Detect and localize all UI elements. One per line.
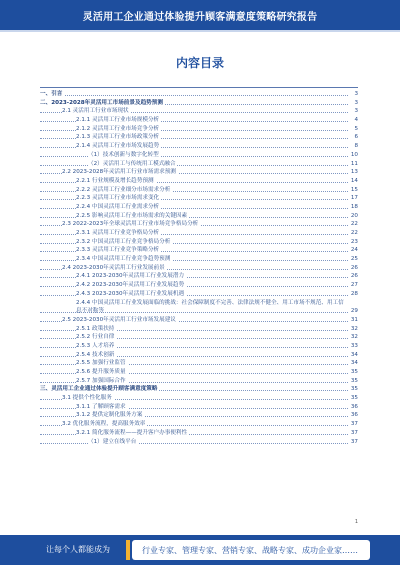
footer-accent-bar xyxy=(126,540,130,560)
toc-entry[interactable] xyxy=(40,272,358,281)
toc-entry[interactable] xyxy=(40,429,358,438)
toc-entry[interactable] xyxy=(40,168,358,177)
toc-entry-page: 6 xyxy=(348,133,358,142)
toc-entry-title: 3.1 提供个性化服务 xyxy=(62,395,112,402)
toc-entry-title: 2.2.1 行业规模及增长趋势预测 xyxy=(76,177,154,184)
toc-leader-dots xyxy=(40,95,348,96)
toc-entry-page: 20 xyxy=(348,212,358,221)
footer-badge-text: 行业专家、管理专家、营销专家、战略专家、成功企业家…… xyxy=(142,546,358,555)
toc-entry-page: 5 xyxy=(348,125,358,134)
toc-entry[interactable] xyxy=(40,385,358,394)
header-divider xyxy=(0,30,400,32)
toc-entry-title: 2.2 2023-2028年灵活用工行业市场需求预测 xyxy=(62,169,176,176)
toc-entry[interactable] xyxy=(40,299,358,316)
toc-entry-page: 35 xyxy=(348,377,358,386)
toc-entry-title: 2.1.1 灵活用工行业市场规模分析 xyxy=(76,117,160,124)
toc-entry-page: 13 xyxy=(348,168,358,177)
toc-entry-title: 三、灵活用工企业通过体验提升顾客满意度策略 xyxy=(40,386,158,393)
toc-entry[interactable] xyxy=(40,438,358,447)
toc-entry-page: 35 xyxy=(348,385,358,394)
toc-entry-page: 4 xyxy=(348,116,358,125)
toc-entry[interactable] xyxy=(40,125,358,134)
toc-entry[interactable] xyxy=(40,342,358,351)
toc-entry-page: 28 xyxy=(348,290,358,299)
toc-entry[interactable] xyxy=(40,229,358,238)
toc-entry-title: 2.4.3 2023-2030年灵活用工行业发展机遇 xyxy=(76,290,185,297)
toc-entry[interactable] xyxy=(40,255,358,264)
toc-entry-title: 2.5.2 行业自律 xyxy=(76,334,115,341)
toc-entry-title: 2.1.3 灵活用工行业市场政策分析 xyxy=(76,134,160,141)
toc-entry-title: 2.5 2023-2030年灵活用工行业市场发展建议 xyxy=(62,316,176,323)
toc-entry-page: 3 xyxy=(348,90,358,99)
toc-entry-title: 2.4 2023-2030年灵活用工行业发展前景 xyxy=(62,264,165,271)
toc-entry-title: 3.1.2 提供定制化服务方案 xyxy=(76,412,143,419)
toc-entry-title: 2.1.2 灵活用工行业市场竞争分析 xyxy=(76,125,160,132)
toc-entry-page: 22 xyxy=(348,229,358,238)
toc-entry[interactable] xyxy=(40,160,358,169)
toc-entry[interactable] xyxy=(40,220,358,229)
toc-entry-title: 2.1 灵活用工行业市场现状 xyxy=(62,108,129,115)
toc-list xyxy=(40,90,358,446)
toc-entry-title: （2）灵活用工与传统用工模式融合 xyxy=(88,160,176,167)
toc-entry-page: 3 xyxy=(348,107,358,116)
toc-entry[interactable] xyxy=(40,368,358,377)
toc-entry-page: 35 xyxy=(348,394,358,403)
toc-entry-page: 36 xyxy=(348,403,358,412)
toc-entry[interactable] xyxy=(40,420,358,429)
toc-entry-page: 23 xyxy=(348,238,358,247)
toc-entry-title: 2.3.3 灵活用工行业竞争策略分析 xyxy=(76,247,160,254)
page-number: 1 xyxy=(354,519,358,525)
toc-entry[interactable] xyxy=(40,107,358,116)
toc-entry-page: 11 xyxy=(348,160,358,169)
header-title: 灵活用工企业通过体验提升顾客满意度策略研究报告 xyxy=(82,11,318,23)
toc-entry-title: 2.2.4 中国灵活用工行业需求分析 xyxy=(76,203,160,210)
toc-entry-page: 35 xyxy=(348,368,358,377)
toc-entry-page: 37 xyxy=(348,429,358,438)
toc-entry-page: 22 xyxy=(348,220,358,229)
toc-entry-title: 2.5.4 技术创新 xyxy=(76,351,115,358)
toc-entry-title: 2.2.3 灵活用工行业市场需求变化 xyxy=(76,195,160,202)
toc-entry-title: 3.2 优化服务流程，提高服务效率 xyxy=(62,421,146,428)
toc-entry[interactable] xyxy=(40,151,358,160)
toc-entry-page: 36 xyxy=(348,411,358,420)
toc-entry-page: 34 xyxy=(348,351,358,360)
toc-entry-page: 17 xyxy=(348,194,358,203)
toc-entry[interactable] xyxy=(40,333,358,342)
toc-title-rule xyxy=(40,87,358,88)
toc-entry-title: 2.4.1 2023-2030年灵活用工行业发展潜力 xyxy=(76,273,185,280)
toc-entry[interactable] xyxy=(40,290,358,299)
toc-leader-dots xyxy=(40,165,348,166)
toc-entry-title: 2.3.4 中国灵活用工行业竞争趋势预测 xyxy=(76,256,171,263)
toc-entry[interactable] xyxy=(40,359,358,368)
toc-entry-page: 27 xyxy=(348,281,358,290)
toc-entry[interactable] xyxy=(40,203,358,212)
toc-entry-title: 2.4.2 2023-2030年灵活用工行业发展趋势 xyxy=(76,282,185,289)
footer-badge xyxy=(132,540,370,560)
toc-entry-page: 24 xyxy=(348,246,358,255)
toc-entry-page: 37 xyxy=(348,420,358,429)
toc-entry-title: 2.3 2022-2023年全球灵活用工行业市场竞争格局分析 xyxy=(62,221,199,228)
toc-entry-page: 8 xyxy=(348,142,358,151)
toc-entry-title: 2.3.2 中国灵活用工行业竞争格局分析 xyxy=(76,238,171,245)
toc-entry[interactable] xyxy=(40,116,358,125)
toc-entry-title: 3.2.1 简化服务流程——提升客户办事便利性 xyxy=(76,429,188,436)
toc-entry-title: 2.2.5 影响灵活用工行业市场需求的关键因素 xyxy=(76,212,188,219)
toc-entry-page: 29 xyxy=(348,307,358,316)
toc-entry-title: （1）建立在线平台 xyxy=(88,438,137,445)
toc-entry[interactable] xyxy=(40,316,358,325)
toc-entry-title: 二、2023-2028年灵活用工市场前景及趋势预测 xyxy=(40,99,163,106)
page-header xyxy=(0,0,400,30)
toc-leader-dots xyxy=(40,156,348,157)
toc-entry-page: 3 xyxy=(348,99,358,108)
toc-entry-title: 一、引言 xyxy=(40,91,63,97)
toc-entry-title: 2.5.7 加强国际合作 xyxy=(76,377,126,384)
toc-entry-page: 31 xyxy=(348,316,358,325)
toc-entry[interactable] xyxy=(40,212,358,221)
toc-entry[interactable] xyxy=(40,394,358,403)
toc-entry-title: 2.5.5 加强行业监管 xyxy=(76,360,126,367)
toc-entry-title: 2.4.4 中国灵活用工行业发展面临的挑战：社会保障制度不完善、法律法规不健全、用工市场不规范、用工信息不对称等 xyxy=(76,299,344,315)
toc-entry-page: 18 xyxy=(348,203,358,212)
toc-entry-page: 15 xyxy=(348,186,358,195)
toc-entry[interactable] xyxy=(40,177,358,186)
toc-entry-title: 2.5.1 政策扶持 xyxy=(76,325,115,332)
toc-entry[interactable] xyxy=(40,403,358,412)
toc-entry-page: 34 xyxy=(348,359,358,368)
toc-entry-page: 26 xyxy=(348,264,358,273)
toc-entry[interactable] xyxy=(40,325,358,334)
toc-title: 内容目录 xyxy=(175,56,224,70)
toc-entry-page: 26 xyxy=(348,272,358,281)
toc-entry-page: 10 xyxy=(348,151,358,160)
toc-entry[interactable] xyxy=(40,281,358,290)
toc-entry[interactable] xyxy=(40,246,358,255)
toc-entry[interactable] xyxy=(40,351,358,360)
toc-entry-page: 32 xyxy=(348,333,358,342)
toc-entry-page: 14 xyxy=(348,177,358,186)
toc-entry-title: （1）技术创新与数字化转型 xyxy=(88,151,159,158)
toc-entry[interactable] xyxy=(40,99,358,108)
footer-lead-text: 让每个人都能成为 xyxy=(46,545,110,554)
toc-entry[interactable] xyxy=(40,194,358,203)
toc-entry-title: 3.1.1 了解顾客需求 xyxy=(76,403,126,410)
toc-entry[interactable] xyxy=(40,142,358,151)
toc-entry-page: 37 xyxy=(348,438,358,447)
toc-entry[interactable] xyxy=(40,377,358,386)
toc-entry-title: 2.3.1 灵活用工行业竞争格局分析 xyxy=(76,230,160,236)
toc-entry[interactable] xyxy=(40,186,358,195)
toc-entry[interactable] xyxy=(40,90,358,99)
toc-entry-title: 2.5.3 人才培养 xyxy=(76,342,115,349)
toc-entry-title: 2.1.4 灵活用工行业市场发展趋势 xyxy=(76,143,160,150)
toc-leader-dots xyxy=(40,443,348,444)
toc-entry-page: 25 xyxy=(348,255,358,264)
toc-entry-page: 32 xyxy=(348,325,358,334)
toc-entry[interactable] xyxy=(40,238,358,247)
page-footer xyxy=(0,535,400,565)
toc-entry[interactable] xyxy=(40,133,358,142)
toc-entry-title: 2.2.2 灵活用工行业细分市场需求分析 xyxy=(76,186,171,193)
toc-entry[interactable] xyxy=(40,411,358,420)
toc-entry-page: 33 xyxy=(348,342,358,351)
toc-entry[interactable] xyxy=(40,264,358,273)
toc-entry-title: 2.5.6 提升服务质量 xyxy=(76,369,126,376)
